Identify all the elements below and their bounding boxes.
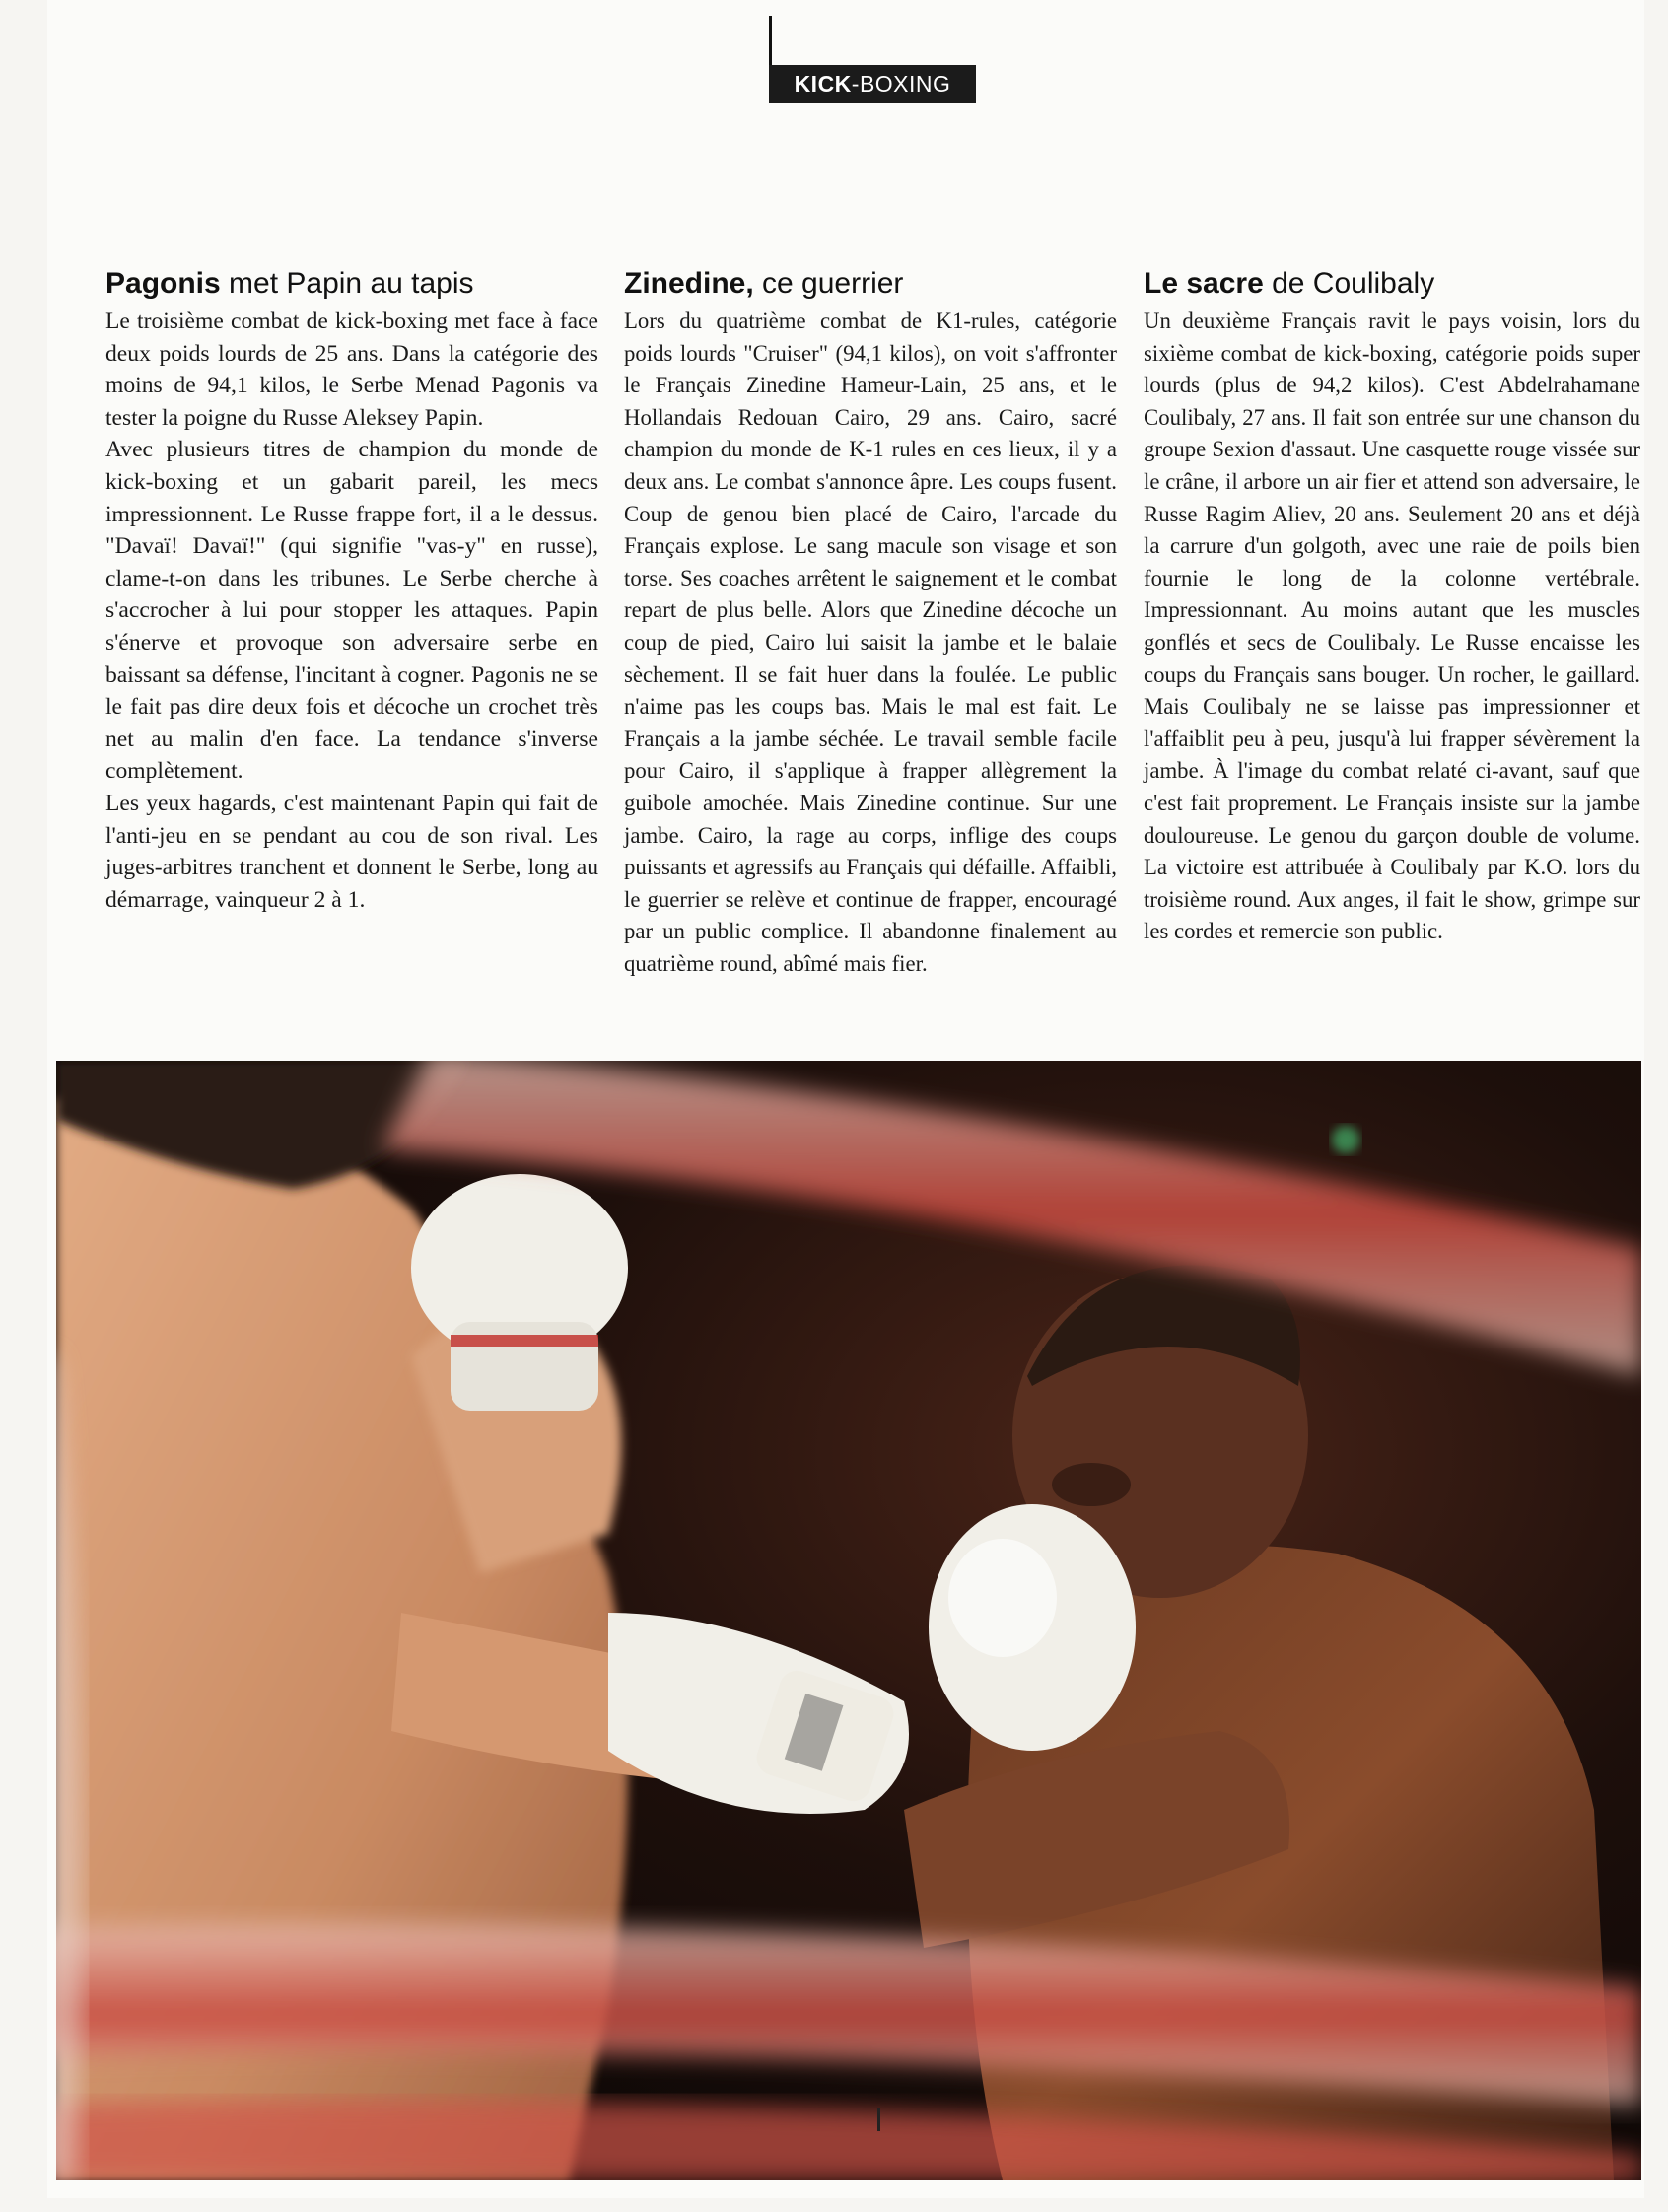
article-title: Le sacre de Coulibaly <box>1144 267 1435 300</box>
article-paragraph: Avec plusieurs titres de champion du monde de kick-boxing et un gabarit pareil, les mecs impressionnent. Le Russe frappe fort, il a le dessus. "Davaï! Davaï!" (qui signifie "vas-y" en russe), clame-t-on dans les tribunes. Le Serbe cherche à s'accrocher à lui pour stopper les attaques. Papin s'énerve et provoque son adversaire serbe en baissant sa défense, l'incitant à cogner. Pagonis ne se le fait pas dire deux fois et décoche un crochet très net au malin d'en face. La tendance s'inverse complètement. <box>105 437 598 785</box>
article-paragraph: Le troisième combat de kick-boxing met face à face deux poids lourds de 25 ans. Dans la catégorie des moins de 94,1 kilos, le Serbe Menad Pagonis va tester la poigne du Russe Aleksey Papin. <box>105 309 598 431</box>
page-folio-mark <box>877 2108 880 2131</box>
article-title: Zinedine, ce guerrier <box>624 267 904 300</box>
boxing-photo <box>56 1061 1641 2180</box>
article-paragraph: Les yeux hagards, c'est maintenant Papin qui fait de l'anti-jeu en se pendant au cou de son rival. Les juges-arbitres tranchent et donnent le Serbe, long au démarrage, vainqueur 2 à 1. <box>105 790 598 913</box>
article-title: Pagonis met Papin au tapis <box>105 267 474 300</box>
article-coulibaly <box>1144 266 1640 948</box>
section-tag-light: -BOXING <box>851 70 951 97</box>
boxing-photo-illustration <box>56 1061 1641 2180</box>
article-paragraph: Lors du quatrième combat de K1-rules, catégorie poids lourds "Cruiser" (94,1 kilos), on voit s'affronter le Français Zinedine Hameur-Lain, 25 ans, et le Hollandais Redouan Cairo, 29 ans. Cairo, sacré champion du monde de K-1 rules en ces lieux, il y a deux ans. Le combat s'annonce âpre. Les coups fusent. Coup de genou bien placé de Cairo, l'arcade du Français explose. Le sang macule son visage et son torse. Ses coaches arrêtent le saignement et le combat repart de plus belle. Alors que Zinedine décoche un coup de pied, Cairo lui saisit la jambe et le balaie sèchement. Il se fait huer dans la foulée. Le public n'aime pas les coups bas. Mais le mal est fait. Le Français a la jambe séchée. Le travail semble facile pour Cairo, il s'applique à frapper allègrement la guibole amochée. Mais Zinedine continue. Sur une jambe. Cairo, la rage au corps, inflige des coups puissants et agressifs au Français qui défaille. Affaibli, le guerrier se relève et continue de frapper, encouragé par un public complice. Il abandonne finalement au quatrième round, abîmé mais fier. <box>624 309 1117 976</box>
article-paragraph: Un deuxième Français ravit le pays voisin, lors du sixième combat de kick-boxing, catégorie poids super lourds (plus de 94,2 kilos). C'est Abdelrahamane Coulibaly, 27 ans. Il fait son entrée sur une chanson du groupe Sexion d'assaut. Une casquette rouge vissée sur le crâne, il arbore un air fier et attend son adversaire, le Russe Ragim Aliev, 20 ans. Seulement 20 ans et déjà la carrure d'un golgoth, avec une raie de poils bien fournie le long de la colonne vertébrale. Impressionnant. Au moins autant que les muscles gonflés et secs de Coulibaly. Le Russe encaisse les coups du Français sans bouger. Un rocher, le gaillard. Mais Coulibaly ne se laisse pas impressionner et l'affaiblit peu à peu, jusqu'à lui frapper sévèrement la jambe. À l'image du combat relaté ci-avant, sauf que c'est fait proprement. Le Français insiste sur la jambe douloureuse. Le genou du garçon double de volume. La victoire est attribuée à Coulibaly par K.O. lors du troisième round. Aux anges, il fait le show, grimpe sur les cordes et remercie son public. <box>1144 309 1640 944</box>
article-pagonis <box>105 266 598 916</box>
article-zinedine <box>624 266 1117 980</box>
section-tag <box>769 65 976 103</box>
section-tag-bold: KICK <box>794 70 852 97</box>
